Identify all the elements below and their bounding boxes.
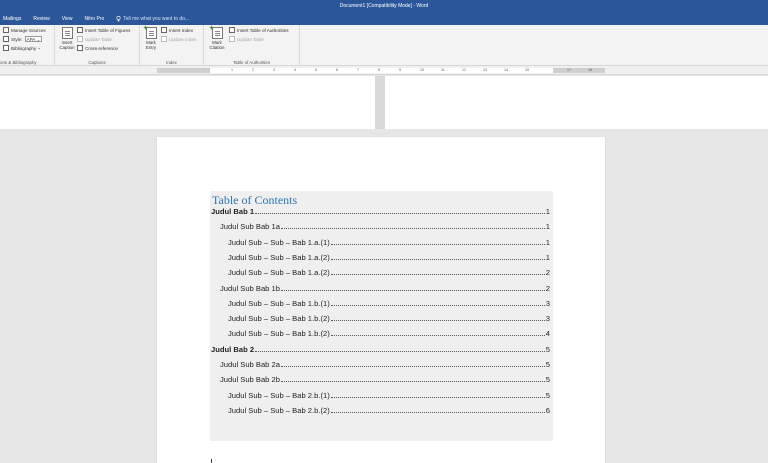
group-label-authorities: Table of Authorities bbox=[232, 60, 271, 65]
toc-entry-text: Judul Sub – Sub – Bab 2.b.(1) bbox=[228, 390, 330, 400]
toc-entry[interactable] bbox=[220, 220, 550, 231]
tell-me-text: Tell me what you want to do... bbox=[123, 16, 190, 22]
window-title-bar bbox=[0, 0, 768, 13]
chevron-down-icon: ⌄ bbox=[36, 37, 41, 42]
toc-entry-text: Judul Bab 2 bbox=[211, 344, 255, 354]
insert-index-button[interactable]: Insert Index bbox=[161, 26, 193, 34]
toc-page-number: 2 bbox=[545, 283, 550, 293]
ribbon-tabs bbox=[0, 13, 768, 25]
page-separator bbox=[375, 76, 385, 129]
toc-leader-dots bbox=[255, 351, 545, 352]
update-table-icon bbox=[229, 36, 235, 42]
toc-entry-text: Judul Sub – Sub – Bab 1.a.(2) bbox=[228, 268, 330, 278]
toc-title: Table of Contents bbox=[212, 193, 298, 207]
toc-entry[interactable] bbox=[228, 297, 550, 308]
toc-leader-dots bbox=[331, 244, 545, 245]
toc-leader-dots bbox=[331, 274, 545, 275]
ribbon-references bbox=[0, 25, 768, 66]
toc-page-number: 4 bbox=[545, 329, 550, 339]
toc-entry[interactable] bbox=[220, 373, 550, 384]
toc-leader-dots bbox=[331, 320, 545, 321]
mark-entry-icon: + bbox=[146, 27, 157, 39]
toc-page-number: 2 bbox=[545, 268, 550, 278]
toc-entry[interactable] bbox=[220, 282, 550, 293]
group-label-index: Index bbox=[166, 60, 177, 65]
table-of-figures-icon bbox=[77, 27, 83, 33]
toc-entry-text: Judul Sub – Sub – Bab 1.a.(1) bbox=[228, 237, 330, 247]
toc-leader-dots bbox=[281, 366, 545, 367]
update-authorities-table-button[interactable]: Update Table bbox=[229, 35, 264, 43]
toc-page-number: 1 bbox=[545, 222, 550, 232]
style-icon bbox=[3, 36, 9, 42]
toc-leader-dots bbox=[255, 213, 545, 214]
group-label-captions: Captions bbox=[88, 60, 106, 65]
group-captions bbox=[55, 25, 140, 66]
text-cursor bbox=[211, 459, 212, 463]
toc-leader-dots bbox=[331, 335, 545, 336]
toc-entry-text: Judul Sub – Sub – Bab 2.b.(2) bbox=[228, 405, 330, 415]
insert-caption-icon bbox=[62, 27, 73, 39]
update-index-icon bbox=[161, 36, 167, 42]
toc-entry-text: Judul Sub – Sub – Bab 1.b.(2) bbox=[228, 329, 330, 339]
toc-entry[interactable] bbox=[228, 236, 550, 247]
toc-leader-dots bbox=[331, 305, 545, 306]
manage-sources-icon bbox=[3, 27, 9, 33]
document-upper-view bbox=[0, 76, 768, 129]
toc-leader-dots bbox=[331, 412, 545, 413]
toc-entry-text: Judul Sub Bab 2a bbox=[220, 360, 280, 369]
document-page[interactable] bbox=[157, 137, 605, 463]
toc-entry[interactable] bbox=[211, 205, 550, 216]
toc-page-number: 5 bbox=[545, 375, 550, 385]
mark-citation-button[interactable]: + Mark Citation bbox=[209, 25, 225, 50]
toc-leader-dots bbox=[331, 397, 545, 398]
tab-review[interactable]: Review bbox=[33, 16, 50, 22]
previous-page-right bbox=[385, 76, 768, 129]
toc-entry[interactable] bbox=[228, 251, 550, 262]
lightbulb-icon bbox=[116, 16, 121, 22]
toc-page-number: 5 bbox=[545, 360, 550, 369]
toc-page-number: 1 bbox=[545, 207, 550, 216]
mark-citation-icon: + bbox=[212, 27, 223, 39]
toc-leader-dots bbox=[281, 381, 545, 382]
chevron-down-icon: ⌄ bbox=[37, 45, 42, 50]
toc-leader-dots bbox=[281, 290, 545, 291]
toc-entry[interactable] bbox=[220, 358, 550, 369]
group-label-citations: ons & Bibliography bbox=[0, 60, 37, 65]
cross-reference-button[interactable]: Cross-reference bbox=[77, 44, 118, 52]
toc-entry[interactable] bbox=[228, 327, 550, 338]
toc-entry-text: Judul Sub Bab 1b bbox=[220, 283, 280, 293]
tab-nitro-pro[interactable]: Nitro Pro bbox=[84, 16, 105, 22]
style-dropdown[interactable]: Style: APA ⌄ bbox=[3, 35, 42, 43]
toc-page-number: 1 bbox=[545, 252, 550, 262]
update-table-icon bbox=[77, 36, 83, 42]
toc-entry[interactable] bbox=[228, 389, 550, 400]
group-citations-bibliography bbox=[0, 25, 55, 66]
toc-page-number: 5 bbox=[545, 344, 550, 354]
tell-me-box[interactable] bbox=[116, 16, 201, 22]
toc-page-number: 3 bbox=[545, 314, 550, 324]
cross-reference-icon bbox=[77, 45, 83, 51]
toc-page-number: 1 bbox=[545, 237, 550, 247]
window-title: Document1 [Compatibility Mode] - Word bbox=[339, 3, 429, 9]
toc-page-number: 5 bbox=[545, 390, 550, 400]
manage-sources-button[interactable]: Manage Sources bbox=[3, 26, 46, 34]
insert-table-of-authorities-button[interactable]: Insert Table of Authorities bbox=[229, 26, 289, 34]
toc-entry[interactable] bbox=[228, 312, 550, 323]
ruler-ticks: 1 2 3 4 5 6 7 8 9 10 11 12 13 14 15 17 18 bbox=[231, 68, 592, 72]
toc-entry[interactable] bbox=[228, 404, 550, 415]
toc-entry[interactable] bbox=[228, 266, 550, 277]
toc-entry-text: Judul Sub Bab 2b bbox=[220, 375, 280, 385]
group-index bbox=[140, 25, 204, 66]
style-select[interactable]: APA ⌄ bbox=[26, 37, 41, 42]
toc-page-number: 6 bbox=[545, 405, 550, 415]
mark-entry-button[interactable]: + Mark Entry bbox=[143, 25, 157, 50]
table-of-authorities-icon bbox=[229, 27, 235, 33]
update-index-button[interactable]: Update Index bbox=[161, 35, 196, 43]
insert-index-icon bbox=[161, 27, 167, 33]
horizontal-ruler[interactable] bbox=[0, 66, 768, 75]
group-table-of-authorities bbox=[204, 25, 300, 66]
tab-view[interactable]: View bbox=[61, 16, 73, 22]
bibliography-icon bbox=[3, 45, 9, 51]
insert-table-of-figures-button[interactable]: Insert Table of Figures bbox=[77, 26, 130, 34]
toc-leader-dots bbox=[331, 259, 545, 260]
tab-mailings[interactable]: Mailings bbox=[3, 16, 22, 22]
toc-entry-text: Judul Bab 1 bbox=[211, 207, 255, 216]
toc-entry-text: Judul Sub – Sub – Bab 1.b.(1) bbox=[228, 298, 330, 308]
toc-entry-text: Judul Sub Bab 1a bbox=[220, 222, 280, 232]
insert-caption-button[interactable]: Insert Caption bbox=[57, 27, 77, 50]
previous-page-left bbox=[0, 76, 375, 129]
toc-entry-text: Judul Sub – Sub – Bab 1.b.(2) bbox=[228, 314, 330, 324]
toc-entry-text: Judul Sub – Sub – Bab 1.a.(2) bbox=[228, 252, 330, 262]
bibliography-button[interactable]: Bibliography ⌄ bbox=[3, 44, 41, 52]
update-table-button[interactable]: Update Table bbox=[77, 35, 112, 43]
toc-entry[interactable] bbox=[211, 343, 550, 354]
toc-page-number: 3 bbox=[545, 298, 550, 308]
toc-leader-dots bbox=[281, 228, 545, 229]
